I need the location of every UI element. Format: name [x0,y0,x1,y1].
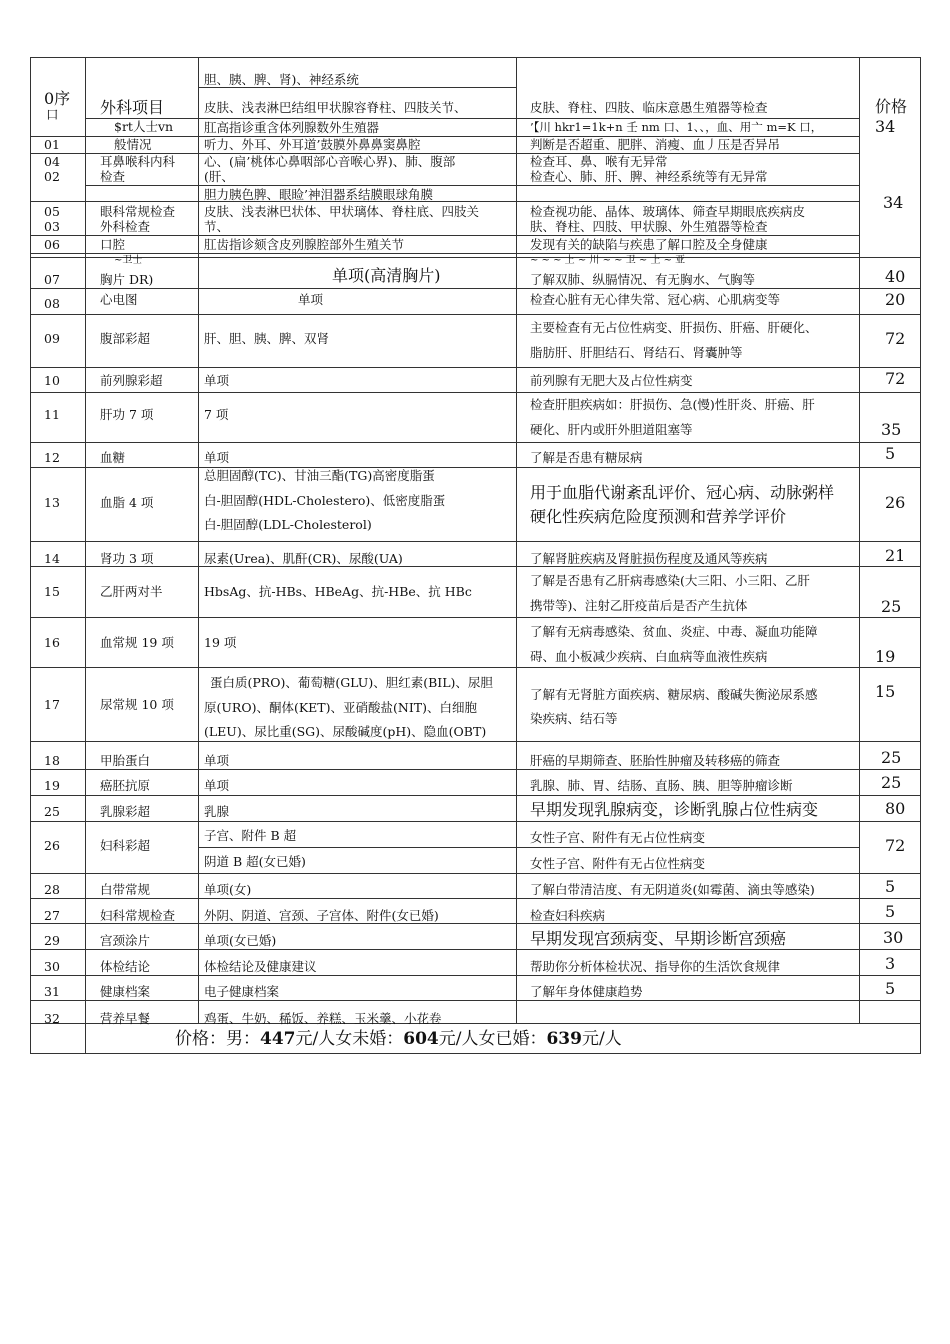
row-no: 25 [44,804,60,819]
row-no: 14 [44,551,60,566]
exam-name: 肾功 3 项 [100,551,154,566]
exam-item: 乳腺 [204,804,230,819]
header-price: 价格 [875,97,908,116]
exam-name: 肝功 7 项 [100,407,154,422]
exam-item: 单项 [204,450,230,465]
row-no: 32 [44,1011,60,1026]
row-no: 05 [44,204,60,219]
exam-desc: 检查耳、鼻、喉有无异常 [530,154,668,169]
exam-desc: 女性子宫、附件有无占位性病变 [530,856,706,871]
price-cell: 5 [885,877,896,896]
row-no: 31 [44,984,60,999]
exam-name: 血糖 [100,450,126,465]
price-cell: 34 [875,117,896,136]
exam-name: 宫颈涂片 [100,933,151,948]
exam-item: 蛋白质(PRO)、葡萄糖(GLU)、胆红素(BIL)、尿胆 [210,675,493,690]
price-cell: 40 [885,267,906,286]
exam-item: 皮肤、浅表淋巴结组甲状腺容脊柱、四肢关节、 [204,100,467,115]
exam-desc: 皮肤、脊柱、四肢、临床意愚生殖器等检查 [530,100,768,115]
exam-name: 心电图 [100,292,138,307]
price-cell: 5 [885,444,896,463]
exam-item: 子宫、附件 B 超 [204,828,297,843]
exam-name: 癌胚抗原 [100,778,151,793]
price-cell: 34 [883,193,904,212]
exam-item: 听力、外耳、外耳道’鼓膜外鼻鼻窦鼻腔 [204,137,421,152]
row-no: 01 [44,137,60,152]
price-cell: 5 [885,979,896,998]
price-cell: 20 [885,290,906,309]
row-no: 19 [44,778,60,793]
exam-desc: 硬化性疾病危险度预测和营养学评价 [530,507,787,526]
exam-item: HbsAg、抗-HBs、HBeAg、抗-HBe、抗 HBc [204,584,472,599]
exam-desc: 染疾病、结石等 [530,711,618,726]
exam-desc: 检查肝胆疾病如：肝损伤、急(慢)性肝炎、肝癌、肝 [530,397,815,412]
exam-desc: 检查视功能、晶体、玻璃体、筛查早期眼底疾病皮 [530,204,806,219]
exam-name: 健康档案 [100,984,151,999]
exam-desc: 了解有无病毒感染、贫血、炎症、中毒、凝血功能障 [530,624,818,639]
exam-desc: 硬化、肝内或肝外胆道阻塞等 [530,422,693,437]
exam-desc: 检查心脏有无心律失常、冠心病、心肌病变等 [530,292,781,307]
exam-name: $rt人士vn [114,119,174,134]
exam-item: 19 项 [204,635,237,650]
exam-name: 血脂 4 项 [100,495,154,510]
exam-name: 妇科彩超 [100,838,151,853]
exam-desc: 用于血脂代谢紊乱评价、冠心病、动脉粥样 [530,483,835,502]
exam-name: 胸片 DR) [100,272,154,287]
exam-item: 肛齿指诊颏含皮列腺腔部外生殖关节 [204,237,405,252]
price-cell: 25 [881,597,902,616]
row-no: 27 [44,908,60,923]
exam-desc: 乳腺、肺、胃、结肠、直肠、胰、胆等肿瘤诊断 [530,778,793,793]
exam-desc: 了解双肺、纵膈情况、有无胸水、气胸等 [530,272,756,287]
exam-item: 肛高指诊重含体列腺数外生殖器 [204,120,380,135]
exam-desc: 女性子宫、附件有无占位性病变 [530,830,706,845]
row-no: 07 [44,272,60,287]
exam-name: 妇科常规检查 [100,908,176,923]
exam-item: 鸡蛋、牛奶、稀饭、养糕、玉米羹、小花卷 [204,1011,442,1026]
row-no: 02 [44,169,60,184]
exam-item: 原(URO)、酮体(KET)、亚硝酸盐(NIT)、白细胞 [204,700,477,715]
exam-item: 阴道 B 超(女已婚) [204,854,306,869]
exam-desc: 判断是否超重、肥胖、消瘦、血丿压是否异吊 [530,137,781,152]
exam-item: 胆力胰色脾、眼睑’神泪器系结膜眼球角膜 [204,187,433,202]
exam-item: 肝、胆、胰、脾、双肾 [204,331,330,346]
total-label-male: 价格：男： [175,1029,260,1049]
price-female-married: 639 [546,1029,582,1049]
row-no: 30 [44,959,60,974]
exam-item: 尿素(Urea)、肌酐(CR)、尿酸(UA) [204,551,403,566]
exam-name: 血常规 19 项 [100,635,174,650]
row-no: 16 [44,635,60,650]
exam-name: 乳腺彩超 [100,804,151,819]
exam-name: 乙肝两对半 [100,584,163,599]
exam-desc: 发现有关的缺陷与疾患了解口腔及全身健康 [530,237,768,252]
exam-item: 白-胆固醇(HDL-Cholestero)、低密度脂蛋 [204,493,446,508]
price-cell: 21 [885,546,906,565]
exam-item: 单项 [204,373,230,388]
exam-desc: 碍、血小板减少疾病、白血病等血液性疾病 [530,649,768,664]
exam-name: 前列腺彩超 [100,373,163,388]
exam-name: 般情况 [114,137,152,152]
total-label-female-single: 元/人女未婚： [295,1029,404,1049]
row-no: 11 [44,407,60,422]
exam-desc-cut: ~ ~ ~ 上 ~ 川 ~ ~ 卫 ~ 上 ~ 亚 [530,255,686,266]
exam-item: 单项 [298,292,324,307]
exam-name: 甲胎蛋白 [100,753,151,768]
row-no: 12 [44,450,60,465]
exam-item: 单项(高清胸片) [332,266,441,285]
total-unit: 元/人 [581,1029,622,1049]
exam-desc: 携带等)、注射乙肝疫苗后是否产生抗体 [530,598,748,613]
header-no-cut: 口 [46,107,59,122]
exam-name: 口腔 [100,237,126,252]
exam-item: 7 项 [204,407,229,422]
price-cell: 5 [885,902,896,921]
exam-desc: 早期发现乳腺病变，诊断乳腺占位性病变 [530,800,819,819]
price-cell: 72 [885,329,906,348]
price-cell: 30 [883,928,904,947]
price-cell: 72 [885,836,906,855]
exam-name: 白带常规 [100,882,151,897]
exam-desc: 了解有无肾脏方面疾病、糖尿病、酸碱失衡泌尿系感 [530,687,818,702]
total-label-female-married: 元/人女已婚： [438,1029,547,1049]
row-no: 04 [44,154,60,169]
exam-item: 外阴、阴道、宫颈、子宫体、附件(女已婚) [204,908,439,923]
exam-item: 单项(女) [204,882,252,897]
exam-desc: 主要检查有无占位性病变、肝损伤、肝癌、肝硬化、 [530,320,818,335]
exam-name-cut: ~卫士 [114,255,143,266]
price-female-single: 604 [403,1029,439,1049]
exam-desc: ’【川 hkr1=1k+n 壬 nm 口、1、、，血、用亠 m=K 口， [530,120,823,134]
exam-item: 总胆固醇(TC)、甘油三酯(TG)高密度脂蛋 [204,468,435,483]
exam-item: 电子健康档案 [204,984,280,999]
price-cell: 25 [881,748,902,767]
exam-item: 心、(扁’桃体心鼻咽部心音喉心界)、肺、腹部 [204,154,456,169]
exam-item: (肝、 [204,169,234,184]
exam-item: 白-胆固醇(LDL-Cholesterol) [204,517,372,532]
row-no: 15 [44,584,60,599]
row-no: 06 [44,237,60,252]
exam-name: 耳鼻喉科内科 [100,154,176,169]
row-no: 17 [44,697,60,712]
price-cell: 35 [881,420,902,439]
price-cell: 26 [885,493,906,512]
exam-desc: 前列腺有无肥大及占位性病变 [530,373,693,388]
exam-desc: 肤、脊柱、四肢、甲状腺、外生殖器等检查 [530,219,768,234]
exam-desc: 检查妇科疾病 [530,908,606,923]
exam-item: 皮肤、浅表淋巴状体、甲状璃体、脊柱底、四肢关 [204,204,480,219]
row-no: 28 [44,882,60,897]
price-cell: 72 [885,369,906,388]
exam-item: 节、 [204,219,230,234]
exam-item: 单项 [204,753,230,768]
exam-desc: 了解是否患有糖尿病 [530,450,643,465]
price-table [30,57,921,1053]
exam-desc: 脂肪肝、肝胆结石、肾结石、肾囊肿等 [530,345,743,360]
header-name: 外科项目 [100,98,165,117]
price-male: 447 [260,1029,296,1049]
exam-name: 外科检查 [100,219,151,234]
row-no: 10 [44,373,60,388]
exam-item: 体检结论及健康建议 [204,959,317,974]
row-no: 13 [44,495,60,510]
exam-name: 腹部彩超 [100,331,151,346]
exam-name: 尿常规 10 项 [100,697,174,712]
exam-name: 营养早餐 [100,1011,151,1026]
exam-item: 单项 [204,778,230,793]
row-no: 18 [44,753,60,768]
exam-desc: 了解是否患有乙肝病毒感染(大三阳、小三阳、乙肝 [530,573,810,588]
price-cell: 3 [885,954,896,973]
exam-name: 眼科常规检查 [100,204,176,219]
price-cell: 15 [875,682,896,701]
exam-name: 体检结论 [100,959,151,974]
exam-desc: 帮助你分析体检状况、指导你的生活饮食规律 [530,959,781,974]
exam-desc: 肝癌的早期筛查、胚胎性肿瘤及转移癌的筛查 [530,753,781,768]
exam-item: 胆、胰、脾、肾)、神经系统 [204,72,359,87]
exam-desc: 了解白带清洁度、有无阴道炎(如霉菌、滴虫等感染) [530,882,815,897]
row-no: 09 [44,331,60,346]
exam-item: 单项(女已婚) [204,933,277,948]
exam-item: (LEU)、尿比重(SG)、尿酸碱度(pH)、隐血(OBT) [204,724,487,739]
row-no: 26 [44,838,60,853]
row-no: 08 [44,296,60,311]
row-no: 29 [44,933,60,948]
exam-name: 检查 [100,169,126,184]
exam-desc: 检查心、肺、肝、脾、神经系统等有无异常 [530,169,768,184]
header-no: 0序 [44,89,71,108]
exam-desc: 了解年身体健康趋势 [530,984,643,999]
total-price-line [175,1029,622,1049]
price-cell: 25 [881,773,902,792]
price-cell: 19 [875,647,896,666]
price-cell: 80 [885,799,906,818]
row-no: 03 [44,219,60,234]
exam-desc: 了解肾脏疾病及肾脏损伤程度及通风等疾病 [530,551,768,566]
exam-desc: 早期发现宫颈病变、早期诊断宫颈癌 [530,929,787,948]
